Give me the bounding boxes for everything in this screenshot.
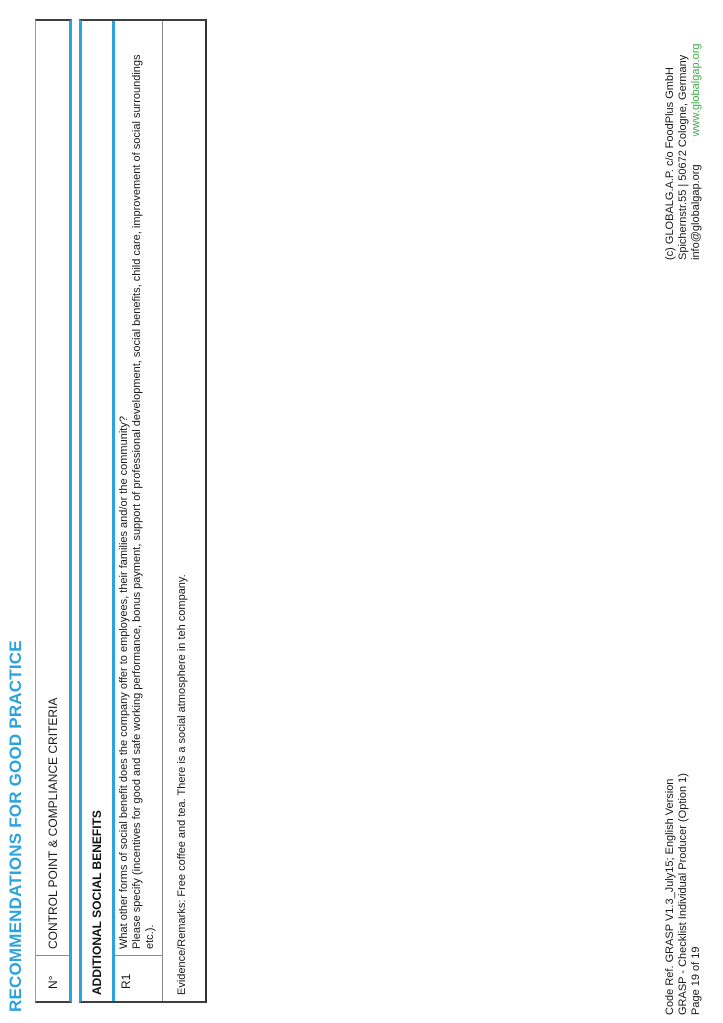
question-line-1: What other forms of social benefit does the company offer to employees, their families and/or the community? bbox=[118, 416, 130, 949]
footer-email: info@globalgap.org bbox=[690, 164, 702, 260]
footer-contact-line bbox=[690, 43, 703, 260]
header-cell-criteria: CONTROL POINT & COMPLIANCE CRITERIA bbox=[45, 697, 60, 949]
footer-website-link[interactable]: www.globalgap.org bbox=[690, 43, 702, 137]
question-line-2: Please specify (incentives for good and safe working performance, bonus payment, support of professional development, social benefits, child care, improvement of social surroundings etc.). bbox=[131, 54, 156, 949]
footer-publisher-info bbox=[664, 43, 703, 260]
section-title-additional-social-benefits: ADDITIONAL SOCIAL BENEFITS bbox=[82, 21, 115, 1001]
table-body bbox=[79, 19, 207, 1003]
header-cell-number: N° bbox=[36, 955, 69, 1001]
evidence-remarks-cell: Evidence/Remarks: Free coffee and tea. There is a social atmosphere in teh company. bbox=[176, 574, 188, 995]
control-point-text bbox=[115, 21, 162, 955]
table-header-row bbox=[35, 19, 72, 1003]
table-row-r1 bbox=[115, 21, 163, 1001]
page-title: RECOMMENDATIONS FOR GOOD PRACTICE bbox=[6, 640, 25, 1012]
footer-code-ref: Code Ref. GRASP V1.3_July15; English Version bbox=[664, 778, 676, 1015]
row-number-cell: R1 bbox=[115, 955, 162, 1001]
footer-address: Spichernstr.55 | 50672 Cologne, Germany bbox=[677, 54, 689, 260]
footer-checklist-name: GRASP - Checklist Individual Producer (Option 1) bbox=[677, 773, 689, 1015]
footer-document-info bbox=[664, 773, 703, 1015]
footer-page-number: Page 19 of 19 bbox=[690, 946, 702, 1015]
footer-copyright: (c) GLOBALG.A.P. c/o FoodPlus GmbH bbox=[664, 67, 676, 260]
